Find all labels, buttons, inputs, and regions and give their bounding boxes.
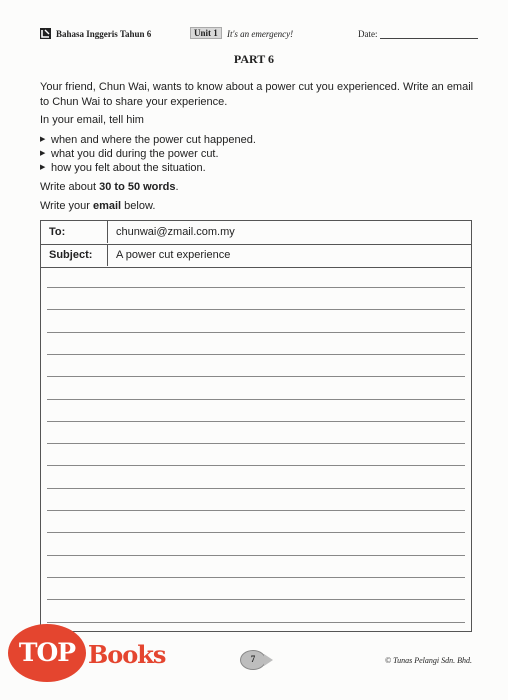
instruction-write-email: Write your email below. [40, 200, 156, 212]
page-number-badge [240, 650, 274, 670]
writing-line[interactable] [47, 510, 465, 511]
writing-line[interactable] [47, 577, 465, 578]
email-body-writing-area[interactable] [47, 267, 465, 631]
email-form [40, 220, 472, 632]
list-item: ▶ what you did during the power cut. [40, 148, 219, 160]
word-count-range: 30 to 50 words [99, 181, 176, 193]
email-keyword: email [92, 200, 122, 212]
writing-line[interactable] [47, 354, 465, 355]
part-title: PART 6 [233, 52, 275, 66]
writing-line[interactable] [47, 309, 465, 310]
writing-line[interactable] [47, 376, 465, 377]
list-item: ▶ how you felt about the situation. [40, 162, 206, 174]
subject-value: A power cut experience [116, 249, 231, 261]
writing-line[interactable] [47, 443, 465, 444]
writing-line[interactable] [47, 287, 465, 288]
writing-line[interactable] [47, 399, 465, 400]
bullet-arrow-icon: ▶ [40, 150, 46, 157]
topbooks-logo: TOP Books [8, 620, 188, 680]
instruction-bullet-list [40, 133, 256, 175]
unit-badge: Unit 1 [190, 27, 222, 39]
page-number: 7 [250, 654, 256, 664]
writing-line[interactable] [47, 488, 465, 489]
bullet-arrow-icon: ▶ [40, 136, 46, 143]
book-subject: Bahasa Inggeris Tahun 6 [56, 29, 152, 39]
instruction-intro: Your friend, Chun Wai, wants to know about a power cut you experienced. Write an email to Chun Wai to share your experience. [40, 81, 474, 108]
instruction-tell-him: In your email, tell him [40, 114, 144, 126]
publisher-logo-icon [40, 28, 51, 39]
copyright-notice: © Tunas Pelangi Sdn. Bhd. [385, 656, 472, 665]
instruction-word-count: Write about 30 to 50 words. [40, 181, 179, 193]
writing-line[interactable] [47, 599, 465, 600]
to-label: To: [49, 226, 66, 238]
writing-line[interactable] [47, 421, 465, 422]
writing-line[interactable] [47, 332, 465, 333]
subject-label: Subject: [49, 249, 93, 261]
email-to-row [41, 221, 471, 245]
to-value: chunwai@zmail.com.my [116, 226, 235, 238]
date-field[interactable] [380, 38, 478, 39]
list-item: ▶ when and where the power cut happened. [40, 134, 256, 146]
writing-line[interactable] [47, 465, 465, 466]
date-label: Date: [358, 29, 378, 39]
writing-line[interactable] [47, 532, 465, 533]
bullet-arrow-icon: ▶ [40, 164, 46, 171]
email-subject-row [41, 244, 471, 268]
writing-line[interactable] [47, 555, 465, 556]
page-header [40, 28, 476, 44]
unit-title: It's an emergency! [227, 29, 294, 39]
